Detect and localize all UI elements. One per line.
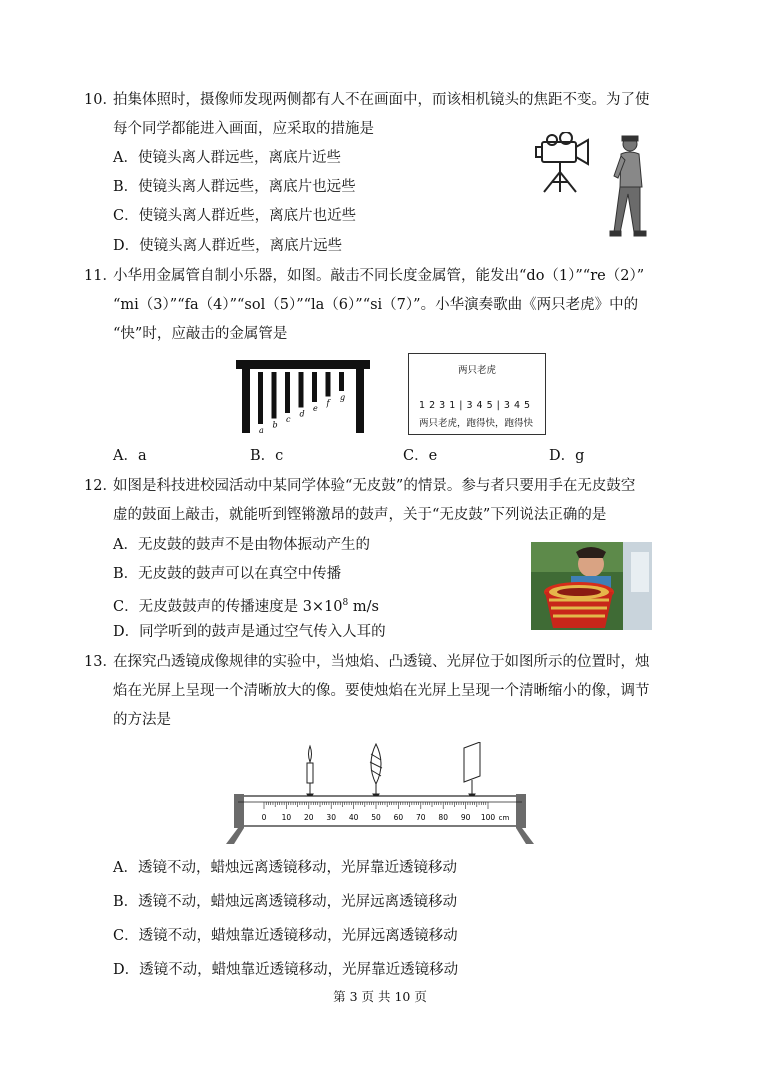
question-stem: 虚的鼓面上敲击，就能听到铿锵激昂的鼓声，关于“无皮鼓”下列说法正确的是 bbox=[113, 507, 607, 523]
score-lyrics: 两只老虎，跑得快，跑得快 bbox=[419, 418, 534, 429]
ruler-tick-label: 100 bbox=[480, 813, 496, 822]
ruler-tick-label: 80 bbox=[438, 813, 448, 822]
video-camera-icon bbox=[536, 132, 588, 192]
option-c-exponent: 8 bbox=[342, 598, 349, 608]
option-d[interactable]: D．同学听到的鼓声是通过空气传入人耳的 bbox=[113, 624, 386, 640]
ruler-tick-label: 0 bbox=[261, 813, 267, 822]
option-c[interactable] bbox=[113, 593, 379, 617]
drum-photo bbox=[531, 542, 652, 630]
ruler-unit: cm bbox=[498, 814, 510, 822]
metal-pipe-d bbox=[299, 372, 304, 408]
question-stem: “快”时，应敲击的金属管是 bbox=[113, 326, 288, 342]
photographer-figure bbox=[530, 132, 665, 242]
pipe-label-g: g bbox=[340, 393, 346, 402]
option-a[interactable]: A．a bbox=[113, 448, 147, 464]
option-b[interactable]: B．c bbox=[250, 448, 284, 464]
pipe-label-e: e bbox=[313, 404, 318, 413]
metal-pipe-e bbox=[312, 372, 317, 402]
option-d[interactable]: D．g bbox=[549, 448, 585, 464]
metal-pipe-g bbox=[339, 372, 344, 391]
song-score bbox=[408, 353, 546, 435]
ruler-tick-label: 40 bbox=[348, 813, 359, 822]
question-number: 12． bbox=[84, 478, 117, 494]
question-number: 13． bbox=[84, 654, 117, 670]
question-stem: 每个同学都能进入画面，应采取的措施是 bbox=[113, 121, 374, 137]
question-stem: “mi（3）”“fa（4）”“sol（5）”“la（6）”“si（7）”。小华演奏歌曲《两只老虎》中的 bbox=[113, 297, 639, 313]
question-number: 10． bbox=[84, 92, 117, 108]
score-notes: 1 2 3 1 | 3 4 5 | 3 4 5 bbox=[419, 400, 531, 411]
ruler-tick-label: 60 bbox=[393, 813, 404, 822]
option-d[interactable]: D．使镜头离人群近些，离底片远些 bbox=[113, 238, 343, 254]
optical-bench bbox=[224, 742, 540, 846]
question-stem: 拍集体照时，摄像师发现两侧都有人不在画面中，而该相机镜头的焦距不变。为了使 bbox=[113, 92, 650, 108]
option-c[interactable]: C．透镜不动，蜡烛靠近透镜移动，光屏远离透镜移动 bbox=[113, 928, 458, 944]
ruler-tick-label: 10 bbox=[281, 813, 292, 822]
question-stem: 的方法是 bbox=[113, 712, 171, 728]
metal-pipe-f bbox=[326, 372, 331, 397]
option-c-unit: m/s bbox=[348, 598, 379, 615]
option-c[interactable]: C．e bbox=[403, 448, 438, 464]
score-title: 两只老虎 bbox=[457, 365, 496, 376]
pipe-label-c: c bbox=[286, 415, 291, 424]
candle-icon bbox=[307, 746, 313, 799]
ruler-tick-label: 90 bbox=[460, 813, 471, 822]
convex-lens-icon bbox=[370, 744, 382, 799]
question-number: 11． bbox=[84, 268, 117, 284]
option-b[interactable]: B．使镜头离人群远些，离底片也远些 bbox=[113, 179, 356, 195]
option-b[interactable]: B．透镜不动，蜡烛远离透镜移动，光屏远离透镜移动 bbox=[113, 894, 458, 910]
pipe-label-d: d bbox=[299, 409, 305, 419]
metal-pipe-instrument bbox=[236, 360, 371, 435]
option-c[interactable]: C．使镜头离人群近些，离底片也近些 bbox=[113, 208, 357, 224]
option-a[interactable]: A．透镜不动，蜡烛远离透镜移动，光屏靠近透镜移动 bbox=[113, 860, 457, 876]
question-stem: 如图是科技进校园活动中某同学体验“无皮鼓”的情景。参与者只要用手在无皮鼓空 bbox=[113, 478, 636, 494]
option-c-text: C．无皮鼓鼓声的传播速度是 3×10 bbox=[113, 598, 343, 615]
question-stem: 焰在光屏上呈现一个清晰放大的像。要使烛焰在光屏上呈现一个清晰缩小的像，调节 bbox=[113, 683, 650, 699]
question-stem: 在探究凸透镜成像规律的实验中，当烛焰、凸透镜、光屏位于如图所示的位置时，烛 bbox=[113, 654, 650, 670]
page-footer: 第 3 页 共 10 页 bbox=[333, 989, 427, 1004]
ruler-tick-label: 20 bbox=[304, 813, 314, 822]
option-b[interactable]: B．无皮鼓的鼓声可以在真空中传播 bbox=[113, 566, 342, 582]
question-stem: 小华用金属管自制小乐器，如图。敲击不同长度金属管，能发出“do（1）”“re（2）” bbox=[113, 268, 645, 284]
light-screen-icon bbox=[464, 742, 480, 799]
ruler-tick-label: 70 bbox=[416, 813, 426, 822]
option-a[interactable]: A．使镜头离人群远些，离底片近些 bbox=[113, 150, 341, 166]
photographer-person-icon bbox=[610, 136, 646, 236]
option-a[interactable]: A．无皮鼓的鼓声不是由物体振动产生的 bbox=[113, 537, 370, 553]
ruler-tick-label: 50 bbox=[371, 813, 381, 822]
metal-pipe-c bbox=[285, 372, 290, 413]
pipe-label-f: f bbox=[326, 398, 330, 408]
ruler-tick-label: 30 bbox=[326, 813, 336, 822]
pipe-label-b: b bbox=[272, 420, 278, 430]
pipe-label-a: a bbox=[259, 426, 264, 435]
metal-pipe-b bbox=[272, 372, 277, 419]
option-d[interactable]: D．透镜不动，蜡烛靠近透镜移动，光屏靠近透镜移动 bbox=[113, 962, 459, 978]
metal-pipe-a bbox=[258, 372, 263, 424]
